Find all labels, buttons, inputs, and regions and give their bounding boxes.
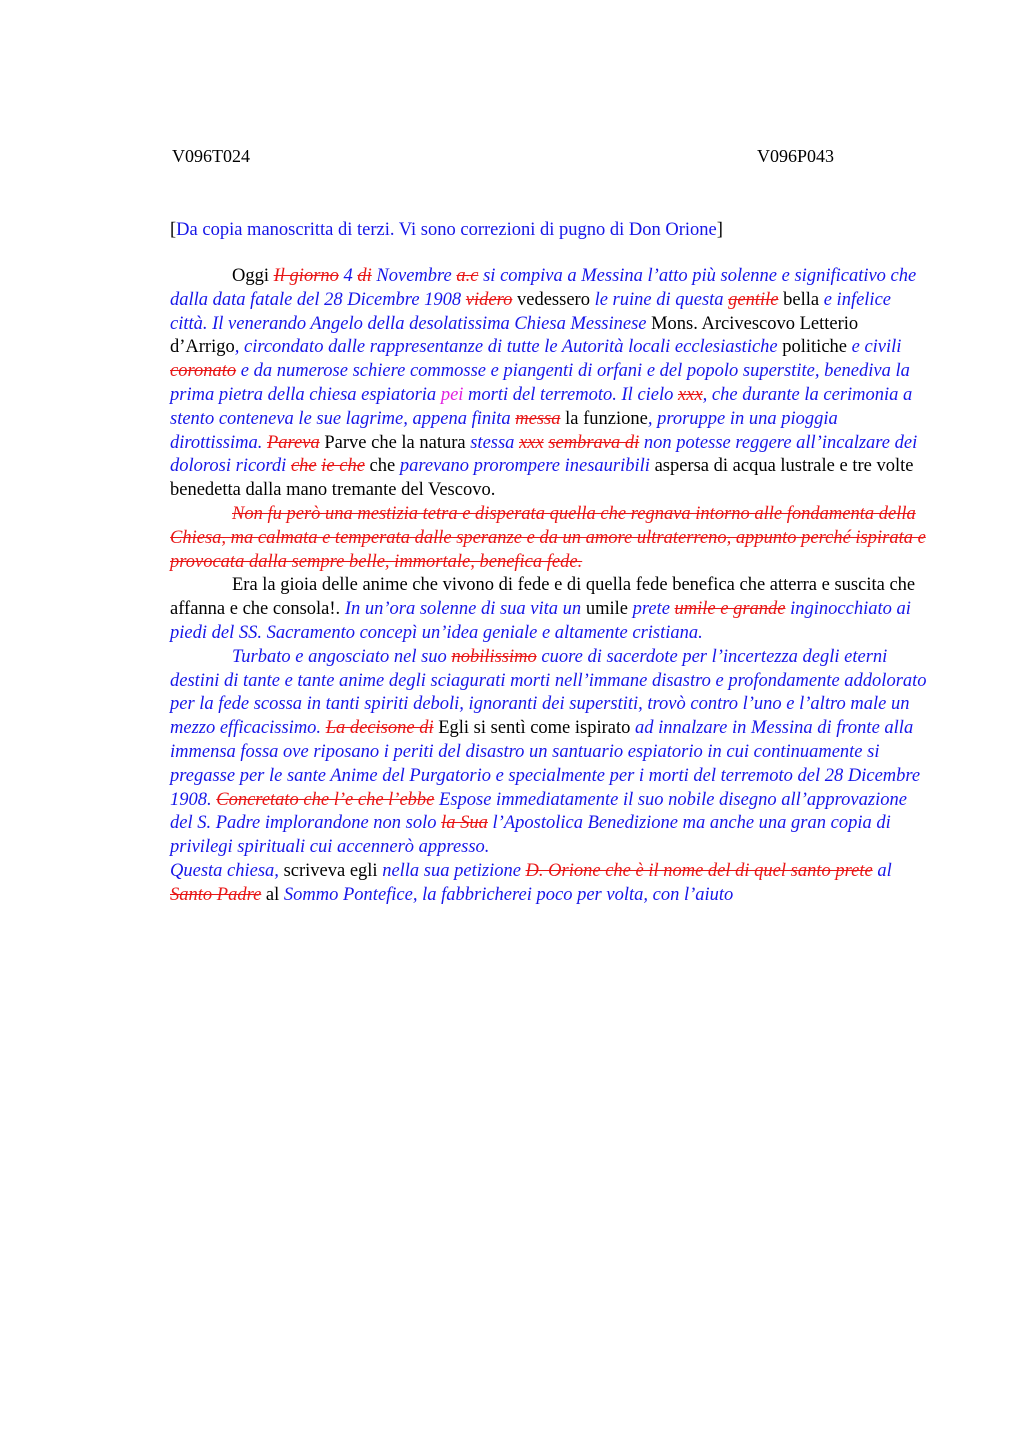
added-text: nella sua petizione	[382, 860, 526, 881]
added-text: e infelice città. Il venerando Angelo della desolatissima Chiesa Messinese	[170, 289, 891, 334]
added-text: Questa chiesa,	[170, 860, 279, 881]
original-text: Parve che la natura	[319, 432, 471, 453]
added-text: Novembre	[371, 266, 457, 286]
original-text: vedessero	[512, 289, 595, 310]
deleted-text: ie che	[321, 456, 365, 477]
original-text: Era la gioia delle anime che vivono di fede e di quella fede benefica che atterra e suscita che affanna e che consola!.	[170, 575, 916, 620]
deleted-text: sembrava di	[548, 432, 640, 453]
original-text: Oggi	[232, 266, 269, 286]
deleted-text: Pareva	[266, 432, 320, 453]
deleted-text: Concretato che l’e che l’ebbe	[216, 789, 435, 810]
original-text: Egli si sentì come ispirato	[433, 718, 636, 739]
paragraph-5	[170, 860, 930, 908]
added-text: , circondato dalle rappresentanze di tutte le Autorità locali ecclesiastiche	[234, 337, 778, 358]
source-note-text: Da copia manoscritta di terzi. Vi sono correzioni di pugno di Don Orione	[176, 220, 717, 240]
added-text: , proruppe in una pioggia dirottissima.	[170, 408, 838, 453]
document-code-left: V096T024	[172, 146, 250, 166]
added-text: Sommo Pontefice, la fabbricherei poco per volta, con l’aiuto	[283, 884, 734, 905]
highlight-text: pei	[440, 384, 464, 405]
original-text: che	[364, 456, 400, 477]
deleted-text: di	[357, 266, 372, 286]
original-text: umile	[581, 599, 633, 620]
added-text: , che durante la cerimonia a stento conteneva le sue lagrime, appena finita	[170, 384, 913, 429]
transcription-body	[170, 265, 930, 908]
deleted-text: a.c	[456, 266, 479, 286]
added-text: non potesse reggere all’incalzare dei dolorosi ricordi	[170, 432, 918, 477]
deleted-text: xxx	[519, 432, 544, 453]
added-text: In un’ora solenne di sua vita un	[344, 599, 582, 620]
added-text: si compiva a Messina l’atto più solenne e significativo che dalla data fatale del 28 Dicembre 1908	[170, 266, 917, 310]
deleted-text: Non fu però una mestizia tetra e disperata quella che regnava intorno alle fondamenta della Chiesa, ma calmata e temperata dalle speranze e da un amore ultraterreno, appunto perché ispirata e provocata dalla sempre belle, immortale, benefica fede.	[170, 503, 926, 572]
added-text: cuore di sacerdote per l’incertezza degli eterni destini di tante e tante anime degli sciagurati morti nell’immane disastro e profondamente addolorato per la fede scossa in tanti spiriti deboli, ignoranti dei superstiti, trovò contro l’uno e l’altro male un mezzo efficacissimo.	[170, 646, 927, 739]
added-text: l’Apostolica Benedizione ma anche una gran copia di privilegi spirituali cui accennerò appresso.	[170, 813, 891, 858]
deleted-text: umile e grande	[674, 599, 786, 620]
page-code-right: V096P043	[757, 146, 835, 166]
added-text: morti del terremoto. Il cielo	[463, 384, 679, 405]
deleted-text: nobilissimo	[451, 646, 537, 667]
added-text: Espose immediatamente il suo nobile disegno all’approvazione del S. Padre implorandone non solo	[170, 789, 907, 834]
added-text: al	[872, 860, 892, 881]
original-text: bella	[778, 289, 824, 310]
deleted-text: Santo Padre	[170, 884, 262, 905]
added-text: prete	[632, 599, 675, 620]
added-text: e civili	[851, 337, 902, 358]
added-text: Turbato e angosciato nel suo	[232, 646, 452, 667]
deleted-text: videro	[465, 289, 513, 310]
added-text: inginocchiato ai piedi del SS. Sacramento concepì un’idea geniale e altamente cristiana.	[170, 599, 911, 643]
deleted-text: D. Orione che è il nome del di quel santo prete	[525, 860, 873, 881]
deleted-text: la Sua	[441, 813, 488, 834]
paragraph-3	[170, 574, 930, 645]
added-text: parevano prorompere inesauribili	[399, 456, 650, 477]
original-text: scriveva egli	[278, 860, 383, 881]
added-text: 4	[338, 266, 358, 286]
paragraph-4	[170, 646, 930, 860]
added-text: stessa	[470, 432, 520, 453]
source-note	[170, 218, 930, 242]
deleted-text: messa	[515, 408, 561, 429]
original-text: Mons. Arcivescovo Letterio d’Arrigo	[170, 313, 859, 358]
paragraph-2-deleted	[170, 503, 930, 574]
deleted-text: Il giorno	[273, 266, 339, 286]
deleted-text: La decisone di	[325, 718, 434, 739]
source-note-open-bracket: [	[170, 220, 177, 240]
added-text: ad innalzare in Messina di fronte alla immensa fossa ove riposano i periti del disastro un santuario espiatorio in cui continuamente si pregasse per le sante Anime del Purgatorio e specialmente per i morti del terremoto del 28 Dicembre 1908.	[170, 718, 921, 810]
original-text: al	[261, 884, 284, 905]
deleted-text: gentile	[728, 289, 779, 310]
paragraph-1	[170, 265, 930, 503]
original-text: la funzione	[560, 408, 648, 429]
deleted-text: coronato	[170, 361, 237, 382]
added-text: le ruine di questa	[594, 289, 729, 310]
original-text: politiche	[777, 337, 852, 358]
original-text: aspersa di acqua lustrale e tre volte benedetta dalla mano tremante del Vescovo.	[170, 456, 914, 501]
source-note-close-bracket: ]	[716, 220, 723, 240]
deleted-text: che	[290, 456, 317, 477]
deleted-text: xxx	[678, 384, 703, 405]
added-text: e da numerose schiere commosse e piangenti di orfani e del popolo superstite, benediva la prima pietra della chiesa espiatoria	[170, 361, 910, 405]
